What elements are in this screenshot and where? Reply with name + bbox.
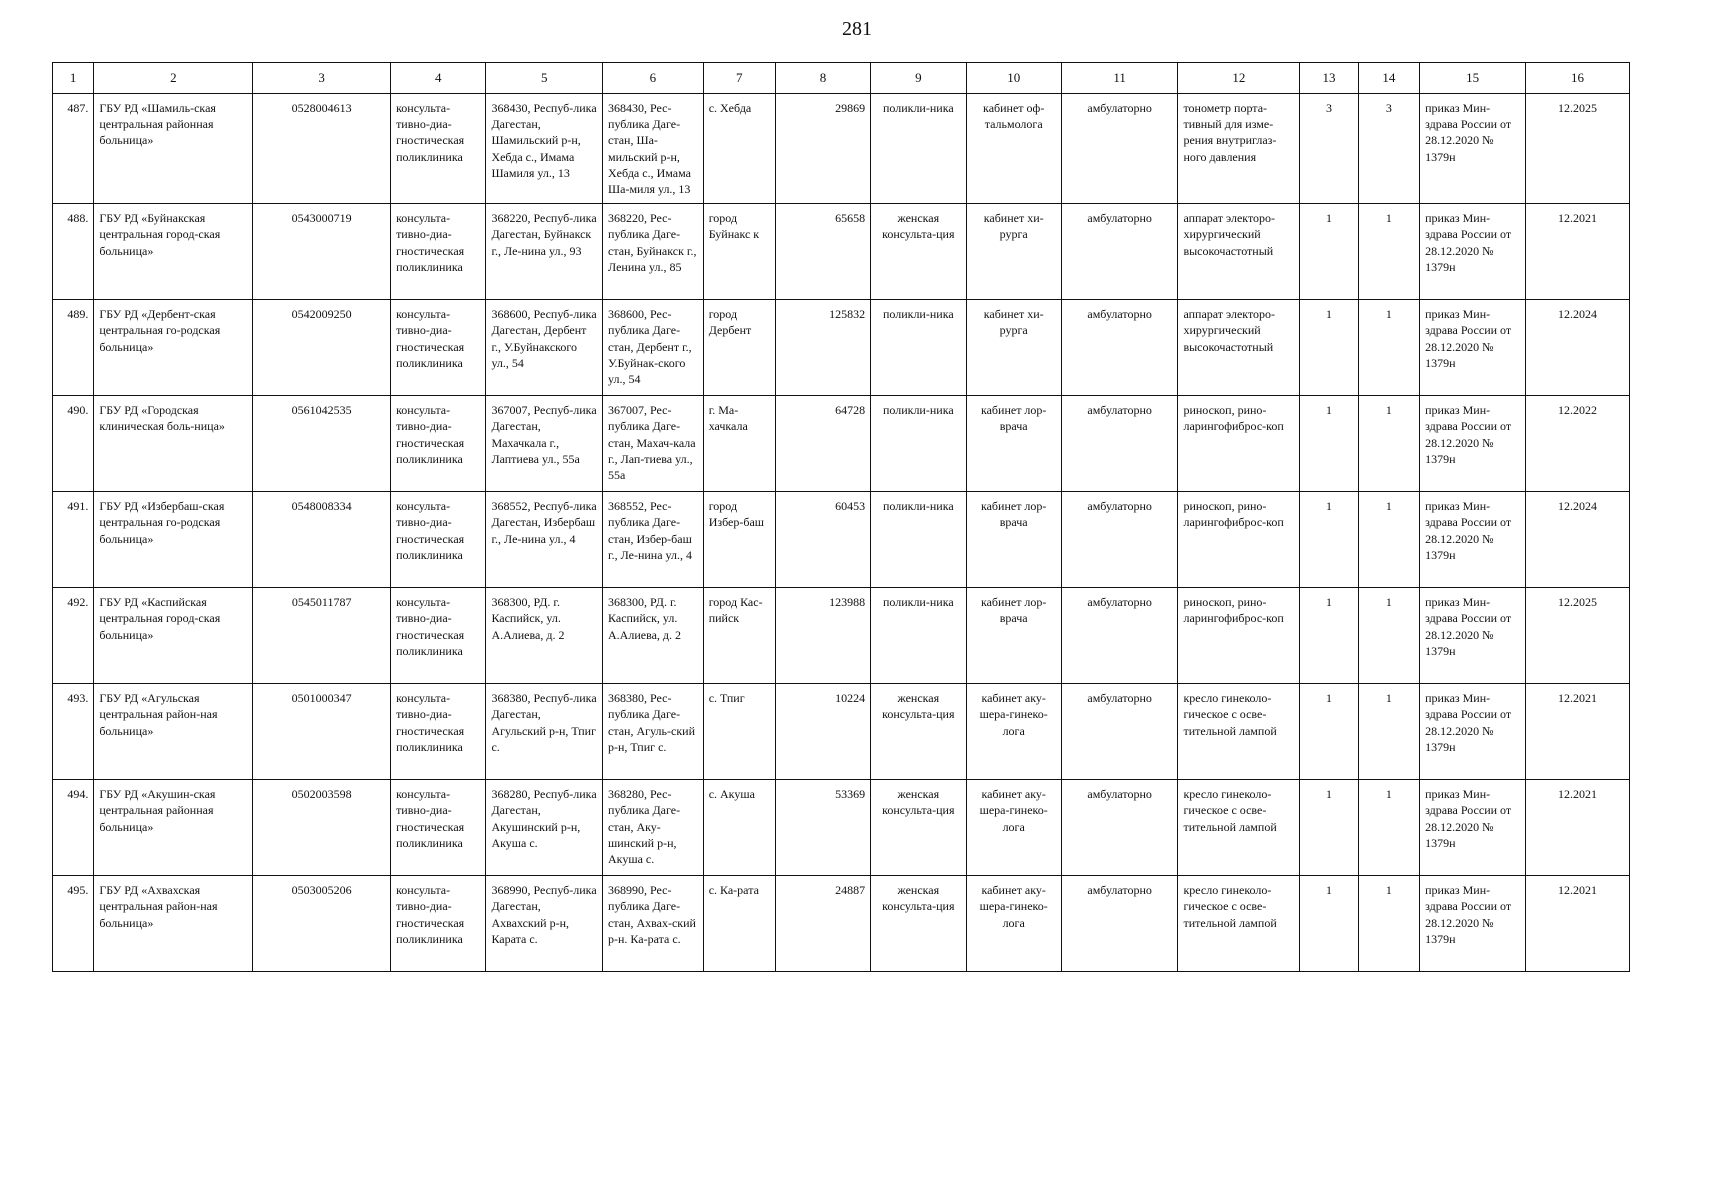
- cell-room: кабинет аку-шера-гинеко-лога: [966, 876, 1061, 972]
- table-row: [53, 204, 1630, 300]
- cell-inn-code: 0548008334: [253, 492, 391, 588]
- cell-due-date: 12.2022: [1526, 396, 1630, 492]
- cell-row-number: 493.: [53, 684, 94, 780]
- column-header-8: 8: [775, 63, 870, 94]
- cell-equipment: риноскоп, рино-ларингофиброс-коп: [1178, 588, 1300, 684]
- cell-room: кабинет оф-тальмолога: [966, 94, 1061, 204]
- cell-order-reference: приказ Мин-здрава России от 28.12.2020 № 1379н: [1420, 492, 1526, 588]
- cell-population: 24887: [775, 876, 870, 972]
- cell-row-number: 490.: [53, 396, 94, 492]
- cell-locality: с. Хебда: [703, 94, 775, 204]
- cell-due-date: 12.2024: [1526, 492, 1630, 588]
- cell-organization-name: ГБУ РД «Дербент-ская центральная го-родская больница»: [94, 300, 253, 396]
- cell-division: поликли-ника: [871, 588, 966, 684]
- cell-equipment: риноскоп, рино-ларингофиброс-коп: [1178, 492, 1300, 588]
- cell-order-reference: приказ Мин-здрава России от 28.12.2020 № 1379н: [1420, 876, 1526, 972]
- cell-division: женская консульта-ция: [871, 780, 966, 876]
- cell-inn-code: 0542009250: [253, 300, 391, 396]
- cell-legal-address: 368220, Респуб-лика Дагестан, Буйнакск г., Ле-нина ул., 93: [486, 204, 603, 300]
- cell-quantity-a: 1: [1300, 780, 1358, 876]
- cell-population: 53369: [775, 780, 870, 876]
- cell-row-number: 491.: [53, 492, 94, 588]
- cell-equipment: кресло гинеколо-гическое с осве-тительной лампой: [1178, 684, 1300, 780]
- table-row: [53, 684, 1630, 780]
- cell-care-form: амбулаторно: [1061, 876, 1178, 972]
- cell-legal-address: 368280, Респуб-лика Дагестан, Акушинский р-н, Акуша с.: [486, 780, 603, 876]
- cell-locality: с. Акуша: [703, 780, 775, 876]
- cell-locality: с. Тпиг: [703, 684, 775, 780]
- cell-organization-name: ГБУ РД «Акушин-ская центральная районная больница»: [94, 780, 253, 876]
- cell-order-reference: приказ Мин-здрава России от 28.12.2020 № 1379н: [1420, 684, 1526, 780]
- table-row: [53, 588, 1630, 684]
- cell-division: поликли-ника: [871, 396, 966, 492]
- cell-legal-address: 368300, РД. г. Каспийск, ул. А.Алиева, д. 2: [486, 588, 603, 684]
- cell-due-date: 12.2021: [1526, 780, 1630, 876]
- cell-organization-name: ГБУ РД «Ахвахская центральная район-ная больница»: [94, 876, 253, 972]
- cell-room: кабинет лор-врача: [966, 396, 1061, 492]
- cell-organization-name: ГБУ РД «Шамиль-ская центральная районная больница»: [94, 94, 253, 204]
- column-header-7: 7: [703, 63, 775, 94]
- cell-care-form: амбулаторно: [1061, 588, 1178, 684]
- cell-quantity-b: 1: [1358, 204, 1419, 300]
- column-header-9: 9: [871, 63, 966, 94]
- cell-quantity-b: 1: [1358, 780, 1419, 876]
- column-header-13: 13: [1300, 63, 1358, 94]
- cell-facility-type: консульта-тивно-диа-гностическая поликлиника: [391, 94, 486, 204]
- cell-row-number: 488.: [53, 204, 94, 300]
- cell-actual-address: 368600, Рес-публика Даге-стан, Дербент г., У.Буйнак-ского ул., 54: [603, 300, 704, 396]
- cell-quantity-a: 1: [1300, 396, 1358, 492]
- cell-population: 29869: [775, 94, 870, 204]
- cell-row-number: 492.: [53, 588, 94, 684]
- cell-inn-code: 0501000347: [253, 684, 391, 780]
- cell-quantity-b: 1: [1358, 300, 1419, 396]
- cell-equipment: аппарат электоро-хирургический высокочастотный: [1178, 300, 1300, 396]
- cell-inn-code: 0503005206: [253, 876, 391, 972]
- cell-quantity-a: 1: [1300, 876, 1358, 972]
- cell-care-form: амбулаторно: [1061, 396, 1178, 492]
- cell-locality: г. Ма-хачкала: [703, 396, 775, 492]
- cell-actual-address: 368300, РД. г. Каспийск, ул. А.Алиева, д. 2: [603, 588, 704, 684]
- cell-quantity-b: 1: [1358, 588, 1419, 684]
- cell-legal-address: 368380, Респуб-лика Дагестан, Агульский р-н, Тпиг с.: [486, 684, 603, 780]
- cell-order-reference: приказ Мин-здрава России от 28.12.2020 № 1379н: [1420, 94, 1526, 204]
- cell-due-date: 12.2025: [1526, 588, 1630, 684]
- cell-room: кабинет лор-врача: [966, 492, 1061, 588]
- cell-division: женская консульта-ция: [871, 204, 966, 300]
- cell-actual-address: 368280, Рес-публика Даге-стан, Аку-шинский р-н, Акуша с.: [603, 780, 704, 876]
- cell-facility-type: консульта-тивно-диа-гностическая поликлиника: [391, 588, 486, 684]
- cell-row-number: 494.: [53, 780, 94, 876]
- page-number: 281: [842, 18, 872, 40]
- cell-locality: с. Ка-рата: [703, 876, 775, 972]
- cell-equipment: аппарат электоро-хирургический высокочастотный: [1178, 204, 1300, 300]
- cell-row-number: 487.: [53, 94, 94, 204]
- cell-quantity-b: 3: [1358, 94, 1419, 204]
- cell-actual-address: 368552, Рес-публика Даге-стан, Избер-баш г., Ле-нина ул., 4: [603, 492, 704, 588]
- cell-equipment: кресло гинеколо-гическое с осве-тительной лампой: [1178, 876, 1300, 972]
- cell-legal-address: 368600, Респуб-лика Дагестан, Дербент г., У.Буйнакского ул., 54: [486, 300, 603, 396]
- column-header-2: 2: [94, 63, 253, 94]
- column-header-4: 4: [391, 63, 486, 94]
- registry-table: [52, 62, 1630, 972]
- cell-division: поликли-ника: [871, 492, 966, 588]
- cell-order-reference: приказ Мин-здрава России от 28.12.2020 № 1379н: [1420, 780, 1526, 876]
- cell-equipment: кресло гинеколо-гическое с осве-тительной лампой: [1178, 780, 1300, 876]
- cell-order-reference: приказ Мин-здрава России от 28.12.2020 № 1379н: [1420, 300, 1526, 396]
- table-row: [53, 492, 1630, 588]
- cell-organization-name: ГБУ РД «Избербаш-ская центральная го-родская больница»: [94, 492, 253, 588]
- cell-due-date: 12.2025: [1526, 94, 1630, 204]
- cell-facility-type: консульта-тивно-диа-гностическая поликлиника: [391, 876, 486, 972]
- cell-inn-code: 0502003598: [253, 780, 391, 876]
- cell-care-form: амбулаторно: [1061, 780, 1178, 876]
- cell-division: поликли-ника: [871, 94, 966, 204]
- cell-order-reference: приказ Мин-здрава России от 28.12.2020 № 1379н: [1420, 396, 1526, 492]
- cell-legal-address: 368990, Респуб-лика Дагестан, Ахвахский р-н, Карата с.: [486, 876, 603, 972]
- cell-actual-address: 368380, Рес-публика Даге-стан, Агуль-ский р-н, Тпиг с.: [603, 684, 704, 780]
- cell-inn-code: 0561042535: [253, 396, 391, 492]
- cell-population: 65658: [775, 204, 870, 300]
- cell-room: кабинет лор-врача: [966, 588, 1061, 684]
- column-header-10: 10: [966, 63, 1061, 94]
- cell-actual-address: 367007, Рес-публика Даге-стан, Махач-кала г., Лап-тиева ул., 55а: [603, 396, 704, 492]
- cell-equipment: риноскоп, рино-ларингофиброс-коп: [1178, 396, 1300, 492]
- cell-legal-address: 368552, Респуб-лика Дагестан, Избербаш г., Ле-нина ул., 4: [486, 492, 603, 588]
- table-row: [53, 94, 1630, 204]
- column-header-11: 11: [1061, 63, 1178, 94]
- cell-inn-code: 0543000719: [253, 204, 391, 300]
- cell-quantity-b: 1: [1358, 684, 1419, 780]
- cell-division: поликли-ника: [871, 300, 966, 396]
- cell-room: кабинет хи-рурга: [966, 204, 1061, 300]
- cell-order-reference: приказ Мин-здрава России от 28.12.2020 № 1379н: [1420, 204, 1526, 300]
- cell-equipment: тонометр порта-тивный для изме-рения внутриглаз-ного давления: [1178, 94, 1300, 204]
- cell-legal-address: 367007, Респуб-лика Дагестан, Махачкала г., Лаптиева ул., 55а: [486, 396, 603, 492]
- cell-population: 123988: [775, 588, 870, 684]
- column-header-12: 12: [1178, 63, 1300, 94]
- cell-organization-name: ГБУ РД «Каспийская центральная город-ская больница»: [94, 588, 253, 684]
- cell-facility-type: консульта-тивно-диа-гностическая поликлиника: [391, 204, 486, 300]
- table-row: [53, 300, 1630, 396]
- cell-care-form: амбулаторно: [1061, 94, 1178, 204]
- table-row: [53, 780, 1630, 876]
- cell-facility-type: консульта-тивно-диа-гностическая поликлиника: [391, 396, 486, 492]
- table-row: [53, 876, 1630, 972]
- cell-population: 10224: [775, 684, 870, 780]
- cell-care-form: амбулаторно: [1061, 684, 1178, 780]
- cell-actual-address: 368220, Рес-публика Даге-стан, Буйнакск г., Ленина ул., 85: [603, 204, 704, 300]
- column-header-15: 15: [1420, 63, 1526, 94]
- cell-room: кабинет хи-рурга: [966, 300, 1061, 396]
- cell-locality: город Дербент: [703, 300, 775, 396]
- cell-quantity-a: 1: [1300, 300, 1358, 396]
- cell-room: кабинет аку-шера-гинеко-лога: [966, 780, 1061, 876]
- cell-population: 64728: [775, 396, 870, 492]
- cell-facility-type: консульта-тивно-диа-гностическая поликлиника: [391, 492, 486, 588]
- cell-care-form: амбулаторно: [1061, 204, 1178, 300]
- cell-order-reference: приказ Мин-здрава России от 28.12.2020 № 1379н: [1420, 588, 1526, 684]
- cell-care-form: амбулаторно: [1061, 492, 1178, 588]
- cell-due-date: 12.2021: [1526, 684, 1630, 780]
- cell-locality: город Буйнакс к: [703, 204, 775, 300]
- cell-division: женская консульта-ция: [871, 684, 966, 780]
- cell-quantity-a: 1: [1300, 684, 1358, 780]
- cell-row-number: 495.: [53, 876, 94, 972]
- cell-population: 125832: [775, 300, 870, 396]
- cell-quantity-a: 1: [1300, 588, 1358, 684]
- cell-quantity-b: 1: [1358, 396, 1419, 492]
- cell-legal-address: 368430, Респуб-лика Дагестан, Шамильский р-н, Хебда с., Имама Шамиля ул., 13: [486, 94, 603, 204]
- cell-care-form: амбулаторно: [1061, 300, 1178, 396]
- cell-quantity-a: 1: [1300, 204, 1358, 300]
- table-row: [53, 396, 1630, 492]
- cell-facility-type: консульта-тивно-диа-гностическая поликлиника: [391, 684, 486, 780]
- column-header-16: 16: [1526, 63, 1630, 94]
- cell-locality: город Кас-пийск: [703, 588, 775, 684]
- cell-quantity-b: 1: [1358, 876, 1419, 972]
- cell-inn-code: 0528004613: [253, 94, 391, 204]
- cell-room: кабинет аку-шера-гинеко-лога: [966, 684, 1061, 780]
- cell-population: 60453: [775, 492, 870, 588]
- cell-due-date: 12.2024: [1526, 300, 1630, 396]
- cell-actual-address: 368990, Рес-публика Даге-стан, Ахвах-ский р-н. Ка-рата с.: [603, 876, 704, 972]
- cell-inn-code: 0545011787: [253, 588, 391, 684]
- cell-due-date: 12.2021: [1526, 876, 1630, 972]
- column-header-1: 1: [53, 63, 94, 94]
- cell-facility-type: консульта-тивно-диа-гностическая поликлиника: [391, 300, 486, 396]
- cell-actual-address: 368430, Рес-публика Даге-стан, Ша-мильский р-н, Хебда с., Имама Ша-миля ул., 13: [603, 94, 704, 204]
- cell-organization-name: ГБУ РД «Буйнакская центральная город-ская больница»: [94, 204, 253, 300]
- cell-quantity-b: 1: [1358, 492, 1419, 588]
- cell-due-date: 12.2021: [1526, 204, 1630, 300]
- cell-row-number: 489.: [53, 300, 94, 396]
- cell-organization-name: ГБУ РД «Агульская центральная район-ная больница»: [94, 684, 253, 780]
- cell-quantity-a: 1: [1300, 492, 1358, 588]
- column-header-6: 6: [603, 63, 704, 94]
- cell-quantity-a: 3: [1300, 94, 1358, 204]
- column-header-5: 5: [486, 63, 603, 94]
- column-header-3: 3: [253, 63, 391, 94]
- cell-organization-name: ГБУ РД «Городская клиническая боль-ница»: [94, 396, 253, 492]
- header-row: [53, 63, 1630, 94]
- column-header-14: 14: [1358, 63, 1419, 94]
- cell-locality: город Избер-баш: [703, 492, 775, 588]
- table-body: [53, 94, 1630, 972]
- cell-facility-type: консульта-тивно-диа-гностическая поликлиника: [391, 780, 486, 876]
- cell-division: женская консульта-ция: [871, 876, 966, 972]
